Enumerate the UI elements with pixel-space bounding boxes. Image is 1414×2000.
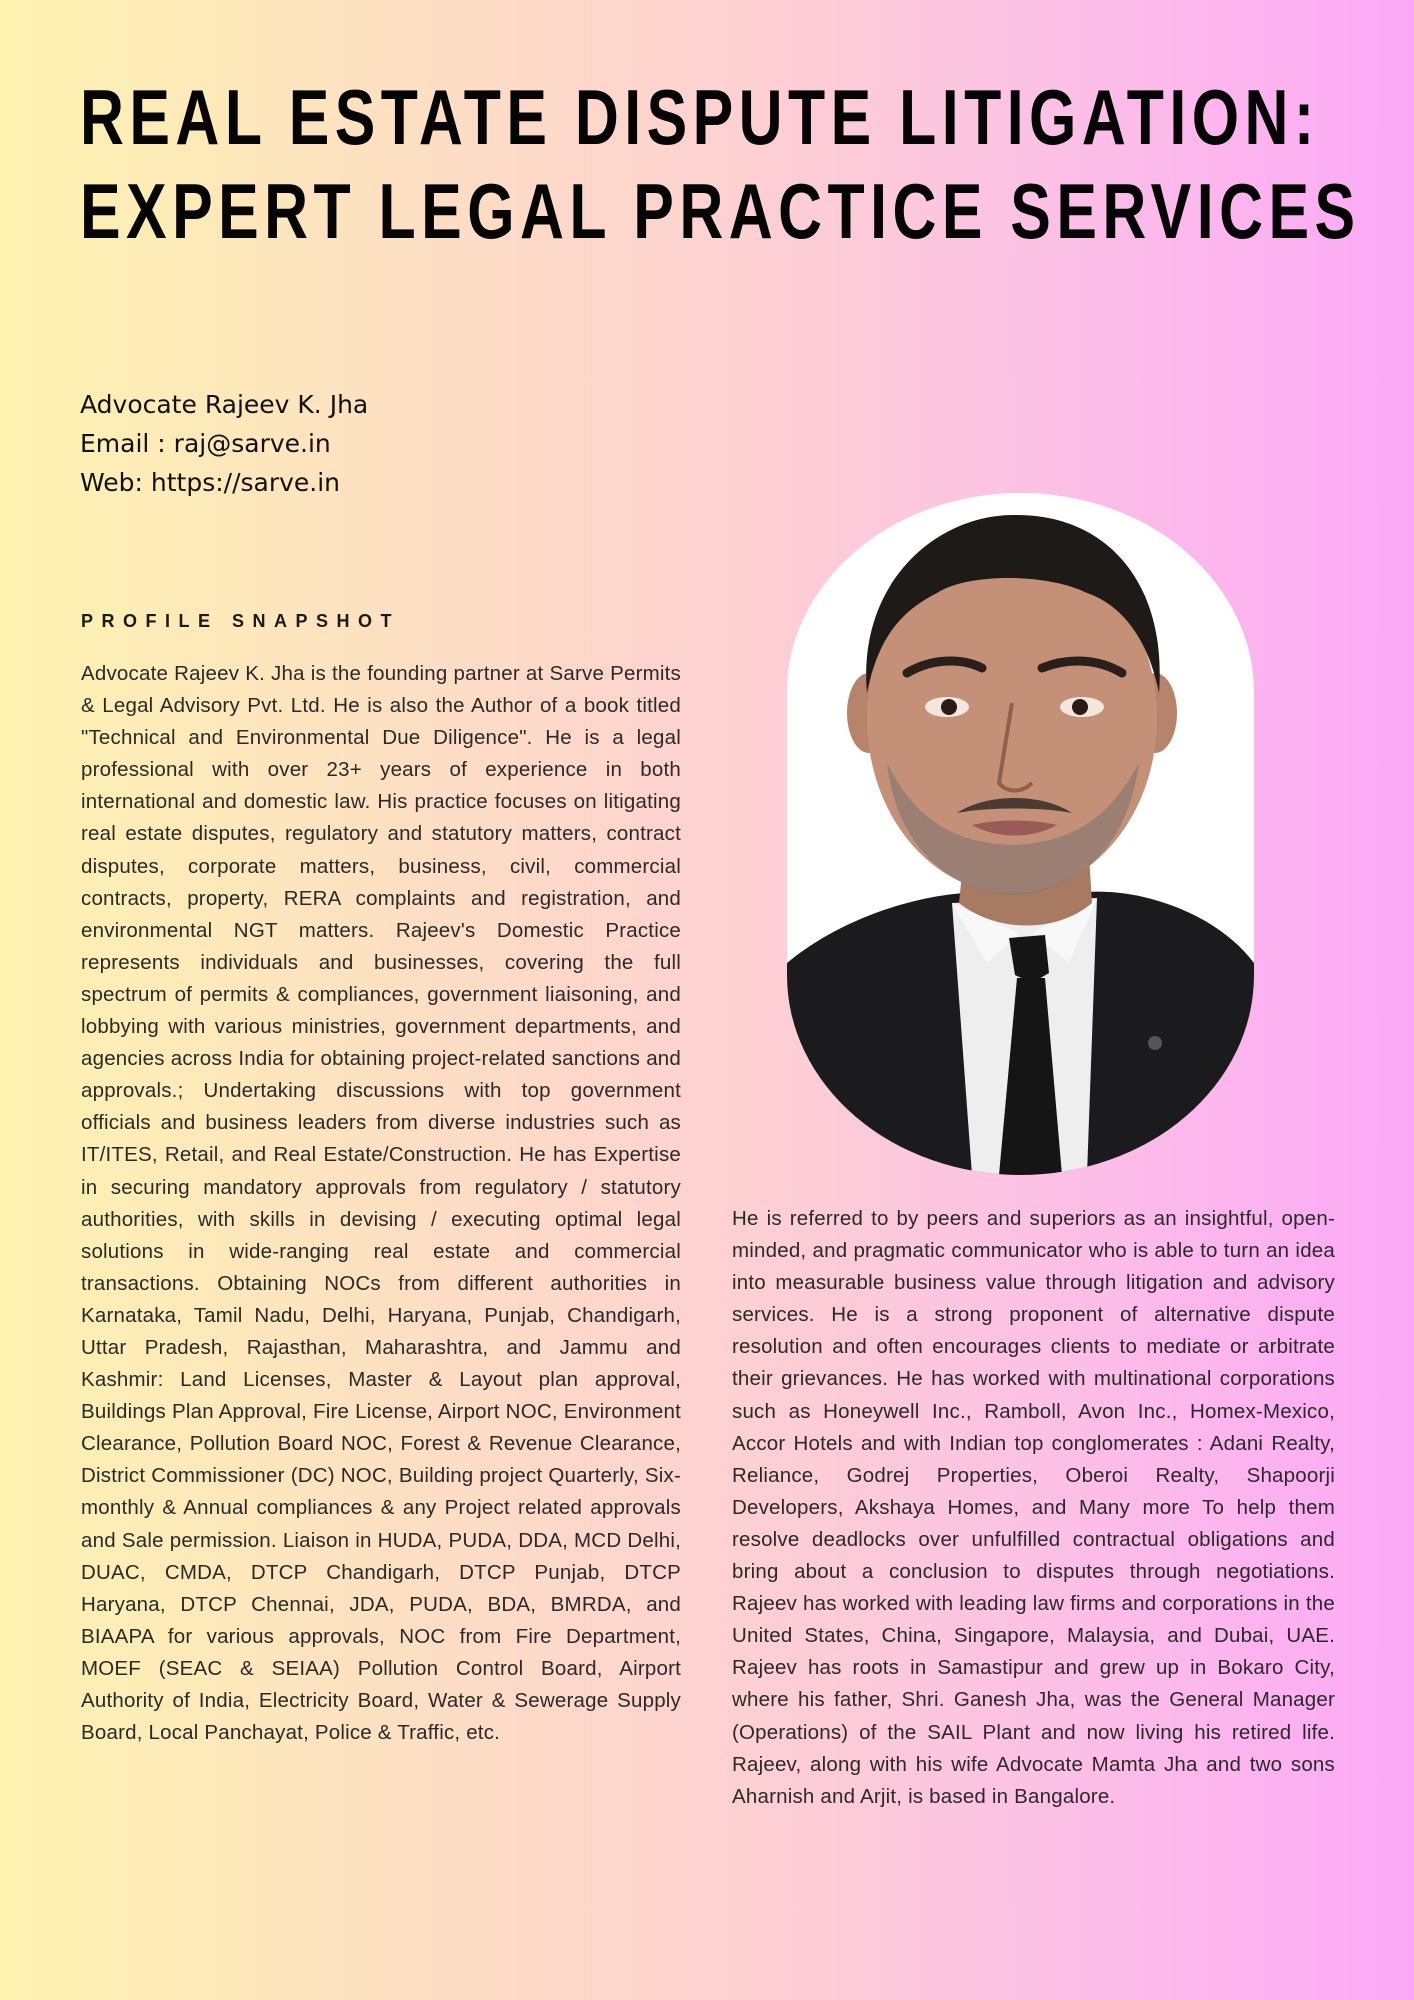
page-title	[80, 70, 1361, 258]
profile-snapshot-heading: PROFILE SNAPSHOT	[81, 611, 401, 631]
profile-paragraph-left: Advocate Rajeev K. Jha is the founding partner at Sarve Permits & Legal Advisory Pvt. Ltd. He is also the Author of a book titled "Technical and Environmental Due Diligence". He is a legal professional with over 23+ years of experience in both international and domestic law. His practice focuses on litigating real estate disputes, regulatory and statutory matters, contract disputes, corporate matters, business, civil, commercial contracts, property, RERA complaints and registration, and environmental NGT matters. Rajeev's Domestic Practice represents individuals and businesses, covering the full spectrum of permits & compliances, government liaisoning, and lobbying with various ministries, government departments, and agencies across India for obtaining project-related sanctions and approvals.; Undertaking discussions with top government officials and business leaders from diverse industries such as IT/ITES, Retail, and Real Estate/Construction. He has Expertise in securing mandatory approvals from regulatory / statutory authorities, with skills in devising / executing optimal legal solutions in wide-ranging real estate and commercial transactions. Obtaining NOCs from different authorities in Karnataka, Tamil Nadu, Delhi, Haryana, Punjab, Chandigarh, Uttar Pradesh, Rajasthan, Maharashtra, and Jammu and Kashmir: Land Licenses, Master & Layout plan approval, Buildings Plan Approval, Fire License, Airport NOC, Environment Clearance, Pollution Board NOC, Forest & Revenue Clearance, District Commissioner (DC) NOC, Building project Quarterly, Six-monthly & Annual compliances & any Project related approvals and Sale permission. Liaison in HUDA, PUDA, DDA, MCD Delhi, DUAC, CMDA, DTCP Chandigarh, DTCP Punjab, DTCP Haryana, DTCP Chennai, JDA, PUDA, BDA, BMRDA, and BIAAPA for various approvals, NOC from Fire Department, MOEF (SEAC & SEIAA) Pollution Control Board, Airport Authority of India, Electricity Board, Water & Sewerage Supply Board, Local Panchayat, Police & Traffic, etc.	[81, 662, 681, 1745]
contact-block	[80, 385, 368, 502]
advocate-name: Advocate Rajeev K. Jha	[80, 390, 369, 419]
email-line[interactable]: Email : raj@sarve.in	[80, 429, 331, 458]
web-line[interactable]: Web: https://sarve.in	[80, 468, 341, 497]
page-title-line-2: EXPERT LEGAL PRACTICE SERVICES	[80, 167, 1361, 255]
portrait-photo	[787, 493, 1254, 1175]
portrait-illustration	[787, 493, 1254, 1175]
page-title-line-1: REAL ESTATE DISPUTE LITIGATION:	[80, 73, 1320, 161]
profile-paragraph-right: He is referred to by peers and superiors as an insightful, open-minded, and pragmatic communicator who is able to turn an idea into measurable business value through litigation and advisory services. He is a strong proponent of alternative dispute resolution and often encourages clients to mediate or arbitrate their grievances. He has worked with multinational corporations such as Honeywell Inc., Ramboll, Avon Inc., Homex-Mexico, Accor Hotels and with Indian top conglomerates : Adani Realty, Reliance, Godrej Properties, Oberoi Realty, Shapoorji Developers, Akshaya Homes, and Many more To help them resolve deadlocks over unfulfilled contractual obligations and bring about a conclusion to disputes through negotiations. Rajeev has worked with leading law firms and corporations in the United States, China, Singapore, Malaysia, and Dubai, UAE. Rajeev has roots in Samastipur and grew up in Bokaro City, where his father, Shri. Ganesh Jha, was the General Manager (Operations) of the SAIL Plant and now living his retired life. Rajeev, along with his wife Advocate Mamta Jha and two sons Aharnish and Arjit, is based in Bangalore.	[732, 1207, 1335, 1808]
